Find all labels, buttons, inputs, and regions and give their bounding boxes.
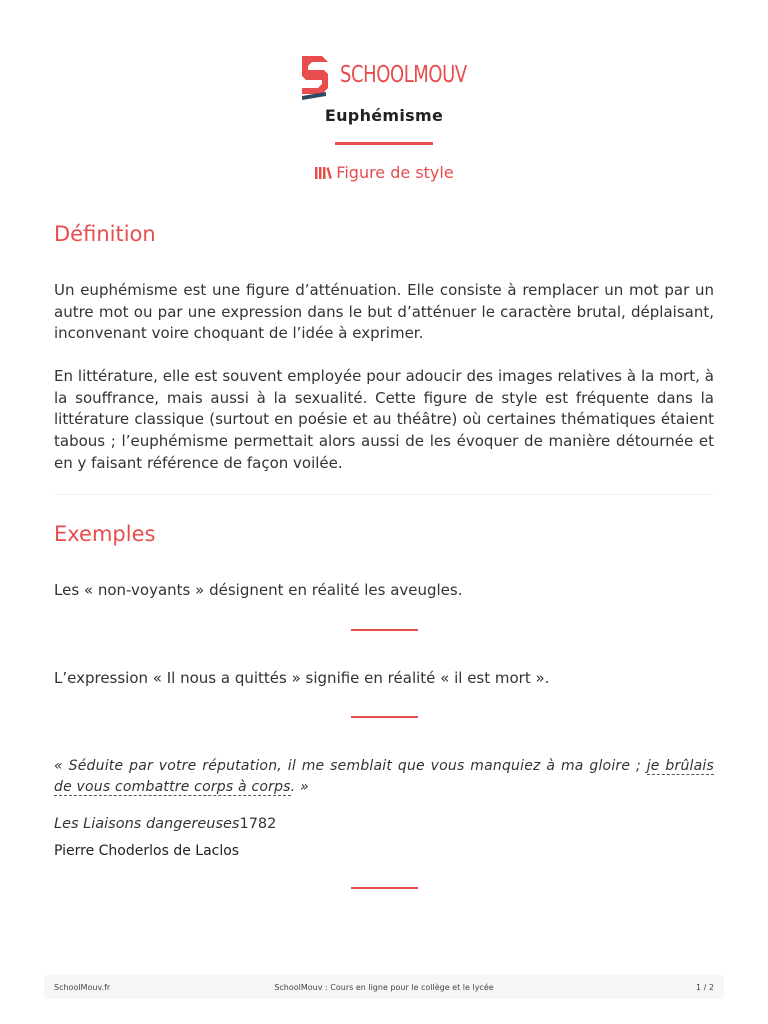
quote-source	[54, 816, 276, 832]
section-divider	[54, 494, 714, 495]
quote-text: « Séduite par votre réputation, il me semblait que vous manquiez à ma gloire ;	[54, 758, 647, 774]
source-year: 1782	[239, 816, 277, 832]
example-separator	[351, 629, 418, 631]
schoolmouv-logo	[298, 52, 473, 102]
books-icon	[314, 165, 332, 184]
example-separator	[351, 887, 418, 889]
examples-heading: Exemples	[54, 522, 156, 546]
logo-wordmark	[340, 62, 467, 88]
footer-site: SchoolMouv.fr	[54, 983, 111, 992]
footer-tagline: SchoolMouv : Cours en ligne pour le collège et le lycée	[274, 983, 494, 992]
example-separator	[351, 716, 418, 718]
definition-paragraph: Un euphémisme est une figure d’atténuation. Elle consiste à remplacer un mot par un autre mot ou par une expression dans le but d’atténuer le caractère brutal, déplaisant, inconvenant voire choquant de l’idée à exprimer.	[54, 281, 714, 343]
schoolmouv-s-icon	[298, 52, 332, 102]
page-footer	[44, 975, 724, 999]
page-title: Euphémisme	[324, 106, 444, 125]
example-item: L’expression « Il nous a quittés » signifie en réalité « il est mort ».	[54, 669, 550, 687]
quote-text-end: . »	[290, 779, 309, 795]
example-item: Les « non-voyants » désignent en réalité les aveugles.	[54, 581, 463, 599]
definition-paragraph: En littérature, elle est souvent employée pour adoucir des images relatives à la mort, à la souffrance, mais aussi à la sexualité. Cette figure de style est fréquente dans la littérature classique (surtout en poésie et au théâtre) où certaines thématiques étaient tabous ; l’euphémisme permettait alors aussi de les évoquer de manière détournée et en y faisant référence de façon voilée.	[54, 367, 714, 472]
literary-quote	[54, 756, 714, 798]
logo-school-text: SCHOOL	[340, 62, 414, 88]
category-label	[0, 163, 768, 184]
title-underline	[335, 142, 433, 145]
quote-author: Pierre Choderlos de Laclos	[54, 843, 240, 859]
definition-heading: Définition	[54, 222, 156, 246]
source-work: Les Liaisons dangereuses	[54, 816, 240, 832]
category-text: Figure de style	[336, 163, 454, 182]
quote-underlined-text: je brûlais de vous combattre corps à corps	[54, 758, 714, 795]
footer-page-number: 1 / 2	[696, 983, 714, 992]
logo-mouv-text: MOUV	[413, 62, 467, 88]
